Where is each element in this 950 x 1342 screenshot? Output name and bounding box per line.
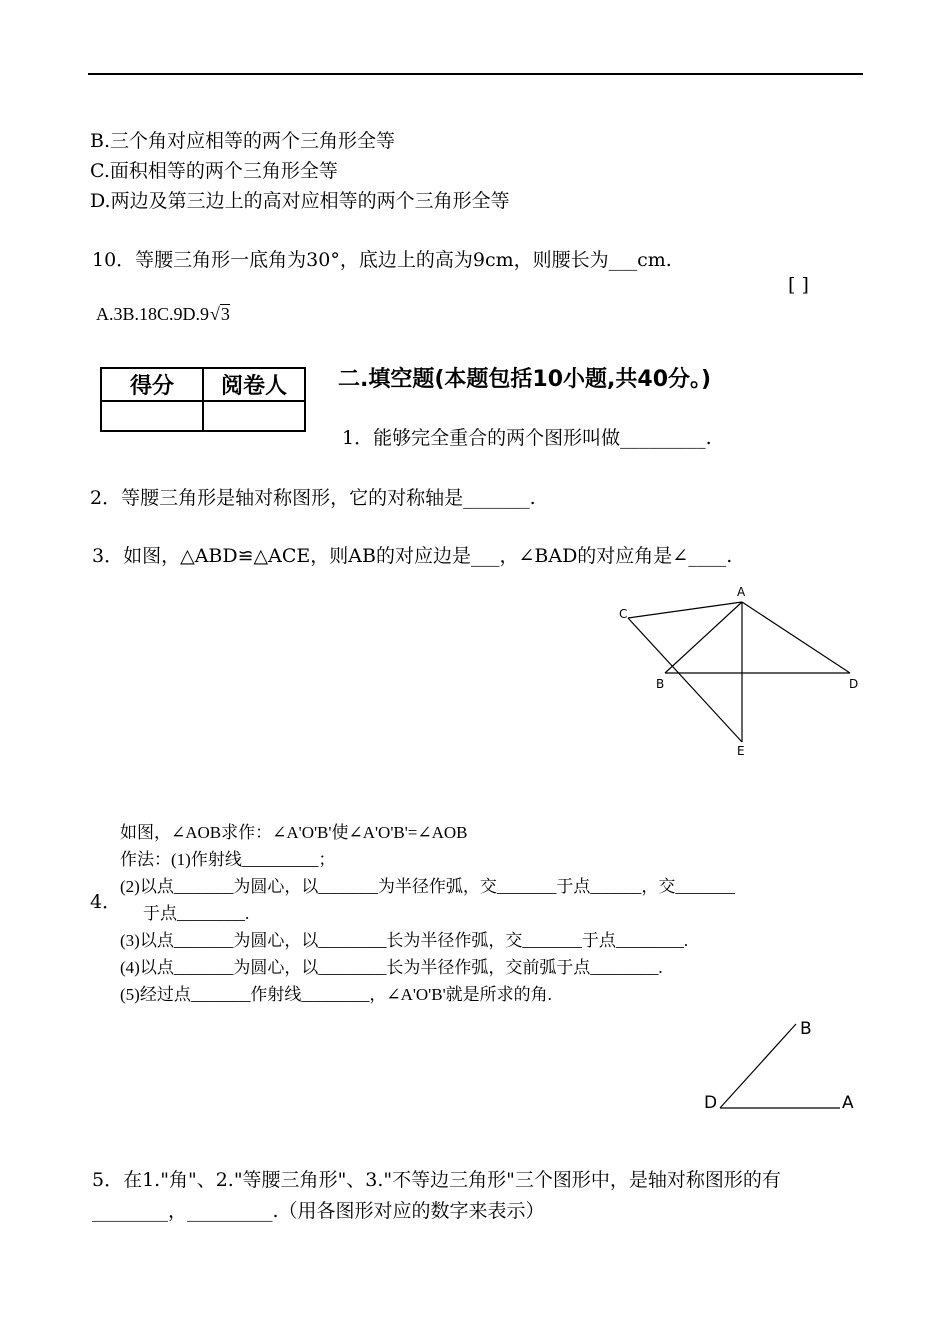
label-c: C	[619, 607, 628, 621]
q4-line-3: (2)以点_______为圆心，以_______为半径作弧，交_______于点______，交_______	[120, 877, 735, 896]
question-2: 2．等腰三角形是轴对称图形，它的对称轴是_______.	[90, 487, 536, 509]
angle-figure-2	[700, 1012, 865, 1122]
q4-line-2: 作法：(1)作射线_________；	[120, 850, 336, 869]
label-a2: A	[842, 1093, 854, 1113]
score-table	[100, 367, 306, 432]
question-1: 1．能够完全重合的两个图形叫做_________.	[342, 427, 712, 449]
reviewer-cell[interactable]	[203, 401, 305, 431]
label-d2: D	[704, 1093, 718, 1113]
option-b: B.三个角对应相等的两个三角形全等	[90, 130, 396, 152]
reviewer-header: 阅卷人	[203, 368, 305, 401]
label-b: B	[656, 677, 665, 691]
sqrt-radicand: 3	[220, 304, 230, 324]
option-c: C.面积相等的两个三角形全等	[90, 160, 338, 182]
label-e: E	[737, 744, 745, 758]
q4-number: 4．	[90, 891, 122, 913]
triangle-figure-1	[610, 580, 870, 760]
q4-line-7: (5)经过点_______作射线________，∠A'O'B'就是所求的角.	[120, 985, 552, 1004]
option-d: D.两边及第三边上的高对应相等的两个三角形全等	[90, 190, 510, 212]
score-header: 得分	[101, 368, 203, 401]
header-rule	[88, 73, 863, 75]
label-b2: B	[800, 1019, 812, 1039]
q4-line-6: (4)以点_______为圆心，以________长为半径作弧，交前弧于点________.	[120, 958, 663, 977]
section-2-title: 二.填空题(本题包括10小题,共40分。)	[338, 367, 712, 392]
question-10-stem: 10．等腰三角形一底角为30°，底边上的高为9cm，则腰长为___cm.	[92, 249, 672, 271]
question-10-choices: A.3B.18C.9D.9√3	[96, 304, 230, 324]
choices-text: A.3B.18C.9D.9	[96, 304, 210, 324]
answer-bracket: [ ]	[788, 274, 809, 296]
q4-line-4: 于点________.	[143, 904, 250, 923]
question-5-line-1: 5．在1."角"、2."等腰三角形"、3."不等边三角形"三个图形中，是轴对称图形的有	[92, 1169, 781, 1191]
q4-line-1: 如图，∠AOB求作：∠A'O'B'使∠A'O'B'=∠AOB	[120, 823, 468, 842]
label-d: D	[849, 677, 859, 691]
question-5-line-2: ________，_________.（用各图形对应的数字来表示）	[92, 1200, 545, 1222]
question-3: 3．如图，△ABD≌△ACE，则AB的对应边是___，∠BAD的对应角是∠____.	[92, 545, 733, 567]
score-cell[interactable]	[101, 401, 203, 431]
q4-line-5: (3)以点_______为圆心，以________长为半径作弧，交_______于点________.	[120, 931, 689, 950]
label-a: A	[737, 585, 746, 599]
